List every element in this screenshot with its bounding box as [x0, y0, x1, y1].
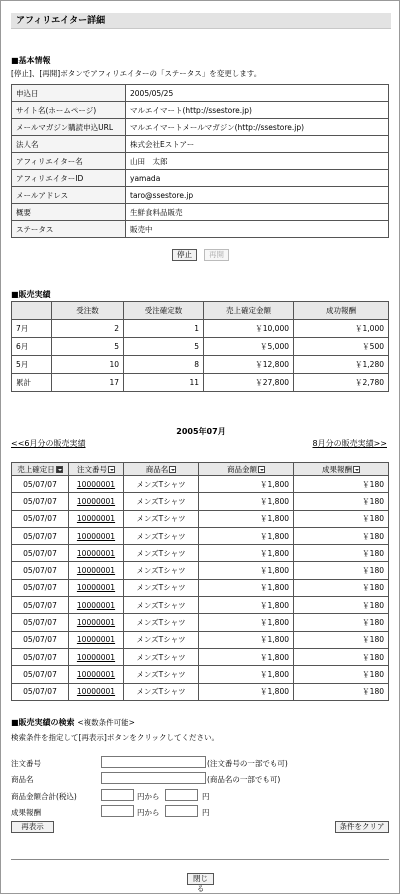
- basic-info-description: [停止]、[再開]ボタンでアフィリエイターの「ステータス」を変更します。: [11, 69, 262, 78]
- info-row: [12, 153, 389, 170]
- info-label: 概要: [12, 204, 126, 221]
- order-number-link[interactable]: 10000001: [76, 531, 116, 541]
- sales-cell: 8: [124, 356, 204, 374]
- order-cell: ￥180: [294, 562, 389, 579]
- basic-info-table: [11, 84, 389, 238]
- order-cell: ￥180: [294, 545, 389, 562]
- page-title: アフィリエイター詳細: [11, 13, 391, 29]
- sales-cell: 1: [124, 320, 204, 338]
- order-cell: ￥1,800: [199, 597, 294, 614]
- info-value: yamada: [126, 170, 389, 187]
- stop-button[interactable]: 停止: [172, 249, 197, 261]
- order-cell: [69, 648, 124, 665]
- sales-cell: ￥1,000: [294, 320, 389, 338]
- order-cell: メンズTシャツ: [124, 562, 199, 579]
- order-no-input[interactable]: [101, 756, 206, 768]
- order-number-link[interactable]: 10000001: [76, 479, 116, 489]
- sales-cell: 11: [124, 374, 204, 392]
- order-cell: ￥180: [294, 579, 389, 596]
- sales-cell: ￥2,780: [294, 374, 389, 392]
- order-cell: [69, 510, 124, 527]
- table-row: [12, 666, 389, 683]
- order-cell: ￥1,800: [199, 562, 294, 579]
- order-cell: [69, 631, 124, 648]
- order-cell: [69, 614, 124, 631]
- sales-header: 成功報酬: [294, 302, 389, 320]
- table-row: [12, 338, 389, 356]
- order-cell: ￥1,800: [199, 683, 294, 700]
- reward-from-input[interactable]: [101, 805, 134, 817]
- order-cell: 05/07/07: [12, 597, 69, 614]
- order-cell: ￥180: [294, 631, 389, 648]
- sales-results-heading: ■販売実績: [11, 290, 51, 299]
- sales-cell: 17: [52, 374, 124, 392]
- order-cell: ￥1,800: [199, 493, 294, 510]
- info-value: 山田 太郎: [126, 153, 389, 170]
- orders-header-label: 商品名: [145, 464, 169, 474]
- reward-label: 成果報酬: [11, 808, 41, 817]
- divider: [11, 859, 389, 860]
- sort-dropdown-icon[interactable]: [108, 466, 115, 473]
- amount-from-input[interactable]: [101, 789, 134, 801]
- info-row: [12, 136, 389, 153]
- order-cell: [69, 683, 124, 700]
- sales-cell: ￥10,000: [204, 320, 294, 338]
- sales-cell: 2: [52, 320, 124, 338]
- order-cell: メンズTシャツ: [124, 614, 199, 631]
- sales-cell: ￥12,800: [204, 356, 294, 374]
- orders-header[interactable]: [69, 463, 124, 476]
- sort-dropdown-icon[interactable]: [353, 466, 360, 473]
- order-cell: [69, 476, 124, 493]
- info-label: 申込日: [12, 85, 126, 102]
- order-cell: [69, 545, 124, 562]
- order-cell: 05/07/07: [12, 545, 69, 562]
- order-cell: メンズTシャツ: [124, 648, 199, 665]
- info-label: メールマガジン購読申込URL: [12, 119, 126, 136]
- sales-month: 累計: [12, 374, 52, 392]
- sales-month: 6月: [12, 338, 52, 356]
- sales-month: 7月: [12, 320, 52, 338]
- info-value: 2005/05/25: [126, 85, 389, 102]
- order-cell: ￥1,800: [199, 631, 294, 648]
- sort-dropdown-icon[interactable]: [169, 466, 176, 473]
- table-row: [12, 648, 389, 665]
- orders-header-label: 商品金額: [227, 464, 257, 474]
- order-cell: ￥180: [294, 648, 389, 665]
- info-row: [12, 85, 389, 102]
- table-row: [12, 320, 389, 338]
- order-cell: メンズTシャツ: [124, 683, 199, 700]
- order-cell: [69, 527, 124, 544]
- prev-month-link[interactable]: <<6月分の販売実績: [11, 439, 86, 448]
- info-value: taro@ssestore.jp: [126, 187, 389, 204]
- orders-header[interactable]: [294, 463, 389, 476]
- table-row: [12, 562, 389, 579]
- search-heading-title: ■販売実績の検索: [11, 718, 75, 727]
- sort-dropdown-icon[interactable]: [56, 466, 63, 473]
- sales-cell: 10: [52, 356, 124, 374]
- order-cell: メンズTシャツ: [124, 510, 199, 527]
- redisplay-button[interactable]: 再表示: [11, 821, 54, 833]
- order-cell: メンズTシャツ: [124, 527, 199, 544]
- search-heading-sub: <複数条件可能>: [77, 718, 135, 727]
- order-number-link[interactable]: 10000001: [76, 618, 116, 628]
- order-cell: ￥180: [294, 683, 389, 700]
- order-cell: [69, 579, 124, 596]
- order-cell: 05/07/07: [12, 527, 69, 544]
- order-cell: ￥1,800: [199, 476, 294, 493]
- orders-header[interactable]: [199, 463, 294, 476]
- reward-from-text: 円から: [137, 808, 160, 817]
- order-no-label: 注文番号: [11, 759, 41, 768]
- order-cell: ￥180: [294, 614, 389, 631]
- order-cell: ￥180: [294, 510, 389, 527]
- order-number-link[interactable]: 10000001: [76, 496, 116, 506]
- order-cell: 05/07/07: [12, 493, 69, 510]
- table-row: [12, 493, 389, 510]
- sales-cell: ￥500: [294, 338, 389, 356]
- order-number-link[interactable]: 10000001: [76, 652, 116, 662]
- order-cell: [69, 666, 124, 683]
- orders-header-label: 売上確定日: [17, 464, 55, 474]
- order-number-link[interactable]: 10000001: [76, 635, 116, 645]
- order-number-link[interactable]: 10000001: [76, 566, 116, 576]
- amount-total-label: 商品金額合計(税込): [11, 792, 77, 801]
- order-cell: [69, 597, 124, 614]
- order-cell: メンズTシャツ: [124, 545, 199, 562]
- search-heading: [11, 717, 135, 728]
- info-label: アフィリエイター名: [12, 153, 126, 170]
- month-title: 2005年07月: [176, 427, 226, 436]
- table-row: [12, 579, 389, 596]
- order-cell: メンズTシャツ: [124, 666, 199, 683]
- table-row: [12, 476, 389, 493]
- orders-header[interactable]: [124, 463, 199, 476]
- order-number-link[interactable]: 10000001: [76, 583, 116, 593]
- table-row: [12, 683, 389, 700]
- order-cell: [69, 562, 124, 579]
- order-number-link[interactable]: 10000001: [76, 548, 116, 558]
- order-cell: 05/07/07: [12, 683, 69, 700]
- table-row: [12, 545, 389, 562]
- sales-month: 5月: [12, 356, 52, 374]
- order-cell: メンズTシャツ: [124, 579, 199, 596]
- orders-header-label: 注文番号: [77, 464, 107, 474]
- reward-yen-text: 円: [202, 808, 210, 817]
- info-row: [12, 221, 389, 238]
- table-row: [12, 527, 389, 544]
- info-label: アフィリエイターID: [12, 170, 126, 187]
- sales-cell: ￥5,000: [204, 338, 294, 356]
- amount-from-text: 円から: [137, 792, 160, 801]
- order-cell: ￥1,800: [199, 579, 294, 596]
- info-value: マルエイマートメールマガジン(http://ssestore.jp): [126, 119, 389, 136]
- sales-header: 売上確定金額: [204, 302, 294, 320]
- order-cell: メンズTシャツ: [124, 597, 199, 614]
- order-cell: メンズTシャツ: [124, 631, 199, 648]
- sales-header: 受注数: [52, 302, 124, 320]
- order-cell: 05/07/07: [12, 562, 69, 579]
- table-row: [12, 631, 389, 648]
- order-cell: ￥1,800: [199, 666, 294, 683]
- info-label: メールアドレス: [12, 187, 126, 204]
- order-cell: 05/07/07: [12, 614, 69, 631]
- table-row: [12, 597, 389, 614]
- info-row: [12, 204, 389, 221]
- product-name-label: 商品名: [11, 775, 34, 784]
- order-cell: 05/07/07: [12, 579, 69, 596]
- order-cell: [69, 493, 124, 510]
- sort-dropdown-icon[interactable]: [258, 466, 265, 473]
- info-value: マルエイマート(http://ssestore.jp): [126, 102, 389, 119]
- order-cell: ￥180: [294, 527, 389, 544]
- order-number-link[interactable]: 10000001: [76, 514, 116, 524]
- order-cell: 05/07/07: [12, 648, 69, 665]
- info-value: 販売中: [126, 221, 389, 238]
- info-row: [12, 102, 389, 119]
- next-month-link[interactable]: 8月分の販売実績>>: [312, 439, 387, 448]
- order-cell: ￥1,800: [199, 510, 294, 527]
- info-label: ステータス: [12, 221, 126, 238]
- order-cell: 05/07/07: [12, 476, 69, 493]
- info-row: [12, 187, 389, 204]
- sales-header: 受注確定数: [124, 302, 204, 320]
- amount-to-input[interactable]: [165, 789, 198, 801]
- clear-conditions-button[interactable]: 条件をクリア: [335, 821, 389, 833]
- order-cell: 05/07/07: [12, 631, 69, 648]
- product-name-hint: (商品名の一部でも可): [207, 775, 281, 784]
- table-row: [12, 356, 389, 374]
- info-row: [12, 170, 389, 187]
- orders-header[interactable]: [12, 463, 69, 476]
- product-name-input[interactable]: [101, 772, 206, 784]
- resume-button[interactable]: 再開: [204, 249, 229, 261]
- sales-cell: 5: [52, 338, 124, 356]
- reward-to-input[interactable]: [165, 805, 198, 817]
- order-cell: ￥180: [294, 666, 389, 683]
- table-row: [12, 510, 389, 527]
- order-cell: ￥1,800: [199, 527, 294, 544]
- order-cell: ￥180: [294, 493, 389, 510]
- sales-cell: 5: [124, 338, 204, 356]
- info-row: [12, 119, 389, 136]
- sales-cell: ￥1,280: [294, 356, 389, 374]
- order-cell: ￥1,800: [199, 648, 294, 665]
- order-number-link[interactable]: 10000001: [76, 687, 116, 697]
- order-cell: ￥180: [294, 476, 389, 493]
- sales-cell: ￥27,800: [204, 374, 294, 392]
- info-label: サイト名(ホームページ): [12, 102, 126, 119]
- order-cell: ￥180: [294, 597, 389, 614]
- sales-results-table: [11, 301, 389, 392]
- order-number-link[interactable]: 10000001: [76, 669, 116, 679]
- order-no-hint: (注文番号の一部でも可): [207, 759, 288, 768]
- order-cell: メンズTシャツ: [124, 476, 199, 493]
- order-cell: ￥1,800: [199, 614, 294, 631]
- order-cell: ￥1,800: [199, 545, 294, 562]
- info-label: 法人名: [12, 136, 126, 153]
- info-value: 株式会社Eストアー: [126, 136, 389, 153]
- order-cell: メンズTシャツ: [124, 493, 199, 510]
- amount-yen-text: 円: [202, 792, 210, 801]
- order-cell: 05/07/07: [12, 666, 69, 683]
- table-row: [12, 614, 389, 631]
- monthly-orders-table: [11, 462, 389, 701]
- table-row: [12, 374, 389, 392]
- orders-header-label: 成果報酬: [322, 464, 352, 474]
- sales-header: [12, 302, 52, 320]
- close-button[interactable]: 閉じる: [187, 873, 214, 885]
- basic-info-heading: ■基本情報: [11, 56, 51, 65]
- info-value: 生鮮食料品販売: [126, 204, 389, 221]
- order-cell: 05/07/07: [12, 510, 69, 527]
- order-number-link[interactable]: 10000001: [76, 600, 116, 610]
- search-description: 検索条件を指定して[再表示]ボタンをクリックしてください。: [11, 733, 220, 742]
